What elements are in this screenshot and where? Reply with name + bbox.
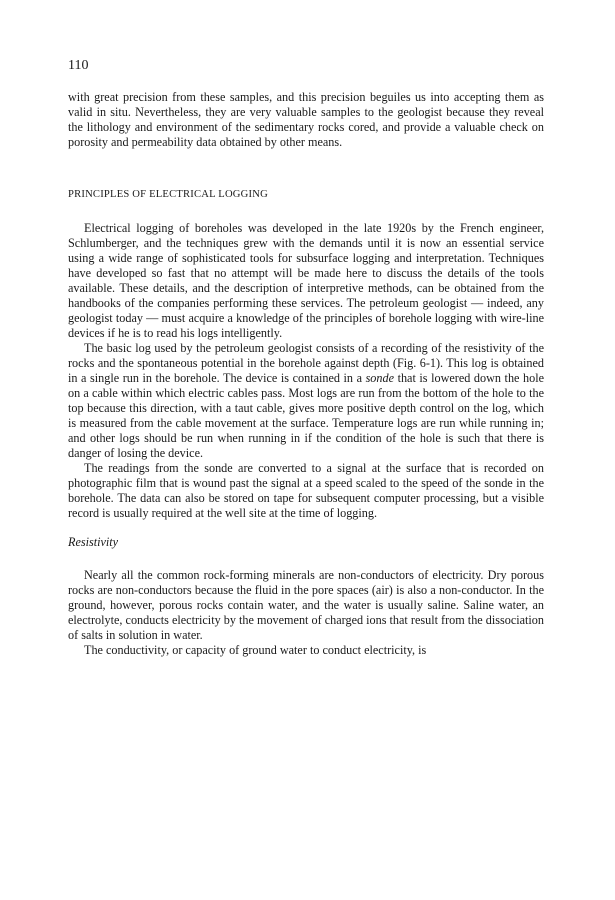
- sonde-term: sonde: [365, 371, 394, 385]
- page-number: 110: [68, 58, 89, 73]
- paragraph-electrical-logging-history: Electrical logging of boreholes was developed in the late 1920s by the French engineer, Schlumberger, and the techniques grew with the demands until it is now an essential service using a wide range of sophisticated tools for subsurface logging and interpretation. Techniques have developed so fast that no attempt will be made here to discuss the details of the tools available. These details, and the description of interpretive methods, can be obtained from the handbooks of the companies performing these services. The petroleum geologist — indeed, any geologist today — must acquire a knowledge of the principles of borehole logging with wire-line devices if he is to read his logs intelligently.: [68, 221, 544, 340]
- intro-paragraph: with great precision from these samples, and this precision beguiles us into accepting them as valid in situ. Nevertheless, they are very valuable samples to the geologist because they reveal the lithology and environment of the sedimentary rocks cored, and provide a valuable check on porosity and permeability data obtained by other means.: [68, 90, 544, 149]
- paragraph-sonde-readings: The readings from the sonde are converted to a signal at the surface that is recorded on photographic film that is wound past the signal at a speed scaled to the speed of the sonde in the borehole. The data can also be stored on tape for subsequent computer processing, but a visible record is usually required at the well site at the time of logging.: [68, 461, 544, 520]
- subheading-resistivity: Resistivity: [68, 535, 119, 549]
- paragraph-conductivity: The conductivity, or capacity of ground water to conduct electricity, is: [84, 643, 427, 657]
- paragraph-basic-log: [68, 341, 544, 461]
- book-page: [68, 58, 544, 658]
- paragraph-basic-log-text-1: The basic log used by the petroleum geologist consists of a recording of the resistivity of the rocks and the spontaneous potential in the borehole against depth (Fig. 6-1). This log is obtained in a single run in the borehole. The device is contained in a: [68, 341, 544, 385]
- paragraph-basic-log-text-2: that is lowered down the hole on a cable within which electric cables pass. Most logs are run from the bottom of the hole to the top because this direction, with a taut cable, gives more positive depth control on the log, which is measured from the cable movement at the surface. Temperature logs are run while running in; and other logs should be run when running in if the condition of the hole is such that there is danger of losing the device.: [68, 371, 544, 460]
- section-heading: PRINCIPLES OF ELECTRICAL LOGGING: [68, 189, 268, 200]
- paragraph-conductors: Nearly all the common rock-forming minerals are non-conductors of electricity. Dry porous rocks are non-conductors because the fluid in the pore spaces (air) is also a non-conductor. In the ground, however, porous rocks contain water, and the water is usually saline. Saline water, an electrolyte, conducts electricity by the movement of charged ions that result from the dissociation of salts in solution in water.: [68, 568, 544, 642]
